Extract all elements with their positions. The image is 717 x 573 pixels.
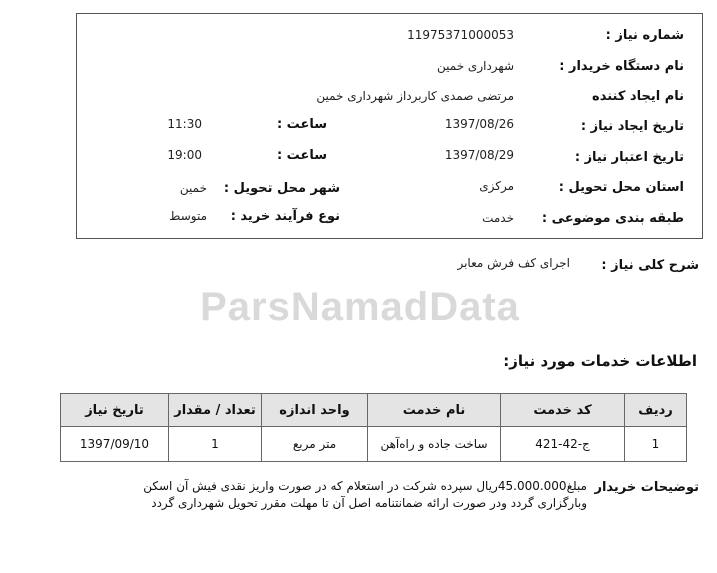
city-label: شهر محل تحویل : xyxy=(223,181,340,196)
description-value: اجرای کف فرش معابر xyxy=(457,256,570,270)
province-label: استان محل تحویل : xyxy=(558,180,684,195)
city-value: خمین xyxy=(179,181,207,195)
province-value: مرکزی xyxy=(479,179,514,193)
description-label: شرح کلی نیاز : xyxy=(601,258,699,273)
valid-time-label: ساعت : xyxy=(276,148,327,163)
create-time-value: 11:30 xyxy=(167,117,202,131)
table-row xyxy=(61,427,687,462)
buyer-notes-text: مبلغ45.000.000ریال سپرده شرکت در استعلام که در صورت واریز نقدی فیش آن اسکن وبارگزاری گردد ودر صورت ارائه ضمانتنامه اصل آن تا مهلت مقرر تحویل شهرداری گردد xyxy=(143,479,587,510)
creator-label: نام ایجاد کننده xyxy=(592,89,684,104)
valid-date-value: 1397/08/29 xyxy=(444,148,514,162)
col-need-date: تاریخ نیاز xyxy=(61,394,169,427)
buyer-org-label: نام دستگاه خریدار : xyxy=(559,59,684,74)
col-service-name: نام خدمت xyxy=(368,394,501,427)
need-info-box xyxy=(76,13,703,239)
buyer-notes-label: توضیحات خریدار xyxy=(594,480,699,495)
create-date-value: 1397/08/26 xyxy=(444,117,514,131)
services-table xyxy=(60,393,687,462)
services-header-row xyxy=(61,394,687,427)
need-number-label: شماره نیاز : xyxy=(605,28,684,43)
valid-date-label: تاریخ اعتبار نیاز : xyxy=(574,150,684,165)
col-service-code: کد خدمت xyxy=(501,394,625,427)
cell-row-number: 1 xyxy=(625,427,687,462)
col-quantity: تعداد / مقدار xyxy=(169,394,262,427)
create-date-label: تاریخ ایجاد نیاز : xyxy=(580,119,684,134)
create-time-label: ساعت : xyxy=(276,117,327,132)
cell-service-code: ج-42-421 xyxy=(501,427,625,462)
valid-time-value: 19:00 xyxy=(167,148,202,162)
col-row-number: ردیف xyxy=(625,394,687,427)
creator-value: مرتضی صمدی کاربرداز شهرداری خمین xyxy=(316,89,514,103)
col-unit: واحد اندازه xyxy=(262,394,368,427)
category-value: خدمت xyxy=(482,211,514,225)
cell-need-date: 1397/09/10 xyxy=(61,427,169,462)
watermark: ParsNamadData xyxy=(200,285,520,329)
category-label: طبقه بندی موضوعی : xyxy=(541,211,684,226)
process-value: متوسط xyxy=(169,209,207,223)
need-number-value: 11975371000053 xyxy=(407,28,514,42)
cell-quantity: 1 xyxy=(169,427,262,462)
process-label: نوع فرآیند خرید : xyxy=(230,209,340,224)
services-title: اطلاعات خدمات مورد نیاز: xyxy=(503,352,697,370)
cell-service-name: ساخت جاده و راه‌آهن xyxy=(368,427,501,462)
cell-unit: متر مربع xyxy=(262,427,368,462)
buyer-org-value: شهرداری خمین xyxy=(437,59,514,73)
